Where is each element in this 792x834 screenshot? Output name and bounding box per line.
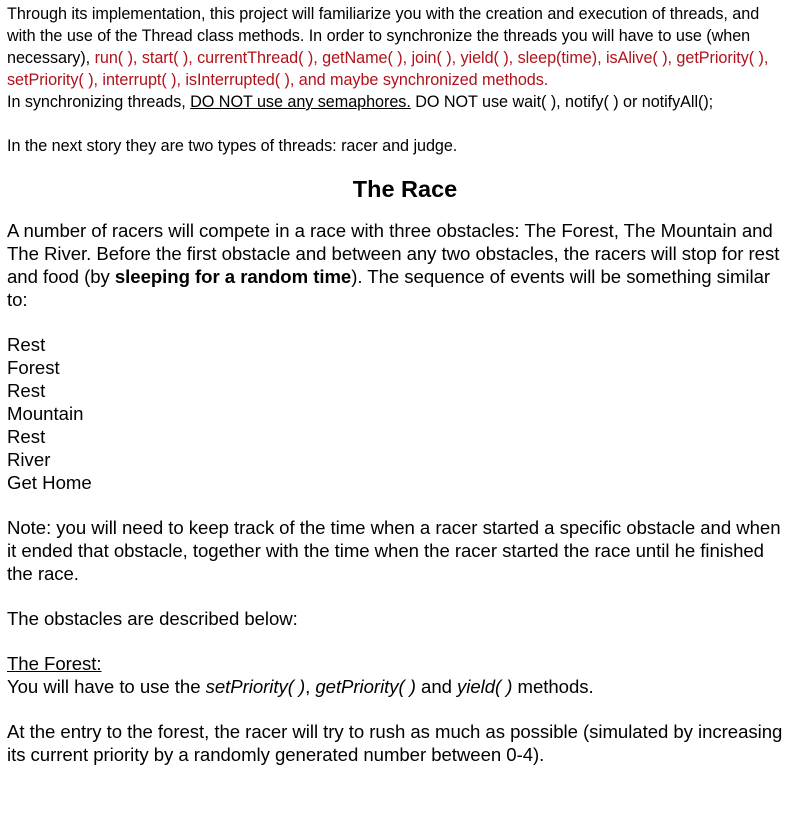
list-item: Rest	[7, 380, 46, 401]
intro-paragraph	[7, 3, 789, 91]
list-item: Mountain	[7, 403, 84, 424]
obstacles-intro: The obstacles are described below:	[7, 608, 298, 629]
no-semaphores-note: DO NOT use any semaphores.	[190, 93, 411, 111]
note-paragraph: Note: you will need to keep track of the time when a racer started a specific obstacle and when it ended that obstacle, together with the time when the racer started the race until he finished the race.	[7, 517, 781, 584]
sync-paragraph	[7, 91, 789, 113]
list-item: River	[7, 449, 51, 470]
document-page	[7, 3, 789, 766]
forest-use-prefix: You will have to use the	[7, 676, 206, 697]
event-sequence-list	[7, 333, 789, 494]
race-text-bold: sleeping for a random time	[114, 266, 352, 287]
list-item: Get Home	[7, 472, 92, 493]
race-paragraph	[7, 219, 789, 311]
intro-text: Through its implementation, this project will familiarize you with the creation and execution of threads, and with the use of the Thread class methods. In order to synchronize the threads you will have to use (when necessary),	[7, 5, 760, 67]
sync-suffix: DO NOT use wait( ), notify( ) or notifyAll();	[410, 93, 714, 111]
conjunction: and	[415, 676, 458, 697]
forest-use-suffix: methods.	[512, 676, 594, 697]
forest-methods-paragraph	[7, 675, 789, 698]
list-item: Rest	[7, 334, 46, 355]
forest-entry-paragraph: At the entry to the forest, the racer will try to rush as much as possible (simulated by increasing its current priority by a randomly generated number between 0-4).	[7, 721, 783, 765]
thread-methods-list: run( ), start( ), currentThread( ), getName( ), join( ), yield( ), sleep(time), isAlive( ), getPriority( ), setPriority( ), interrupt( ), isInterrupted( ), and maybe synchronized methods.	[7, 49, 769, 89]
sync-prefix: In synchronizing threads,	[7, 93, 191, 111]
story-paragraph: In the next story they are two types of threads: racer and judge.	[7, 137, 458, 155]
list-item: Forest	[7, 357, 60, 378]
method-getpriority: getPriority( )	[315, 676, 416, 697]
forest-heading: The Forest:	[7, 653, 102, 674]
method-yield: yield( )	[457, 676, 513, 697]
race-text-end: ). The sequence of events will be something similar to:	[7, 266, 771, 310]
list-item: Rest	[7, 426, 46, 447]
page-title: The Race	[352, 176, 458, 202]
method-setpriority: setPriority( )	[205, 676, 306, 697]
separator: ,	[305, 676, 316, 697]
race-text-start: A number of racers will compete in a race with three obstacles: The Forest, The Mountain and The River. Before the first obstacle and between any two obstacles, the racers will stop for rest and food (by	[7, 220, 780, 287]
